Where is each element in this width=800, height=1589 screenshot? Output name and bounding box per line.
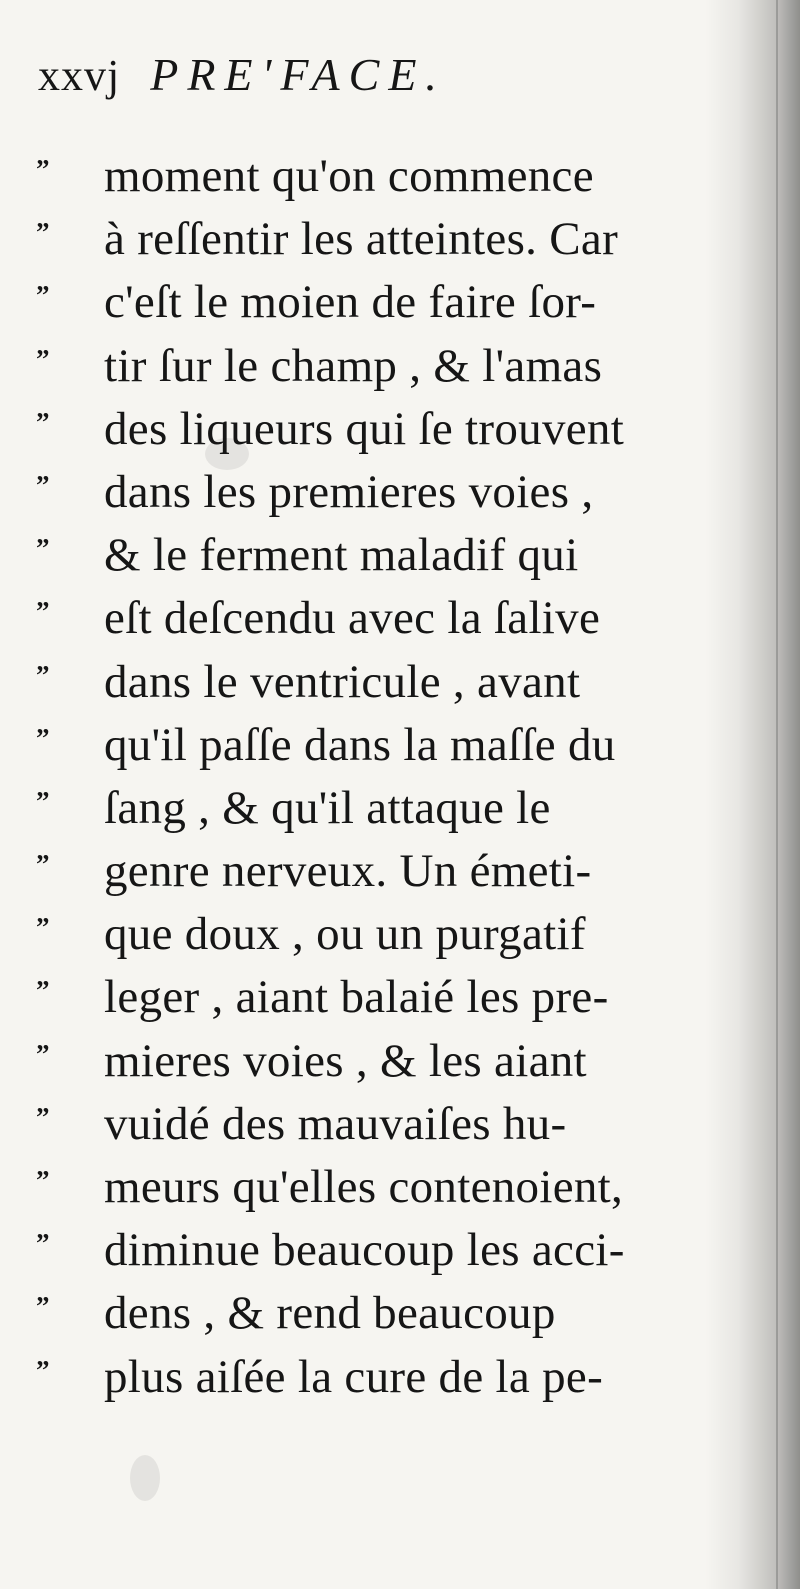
text-line [36,654,736,717]
line-text: dens , & rend beaucoup [104,1287,556,1340]
line-text: & le ferment maladif qui [104,529,579,582]
quotation-mark: ” [36,1228,50,1259]
text-line [36,906,736,969]
quotation-mark: ” [36,469,50,500]
line-text: ſang , & qu'il attaque le [104,781,551,834]
quotation-mark: ” [36,280,50,311]
line-text: diminue beaucoup les acci- [104,1224,625,1277]
quotation-mark: ” [36,722,50,753]
quotation-mark: ” [36,912,50,943]
quotation-mark: ” [36,975,50,1006]
quotation-mark: ” [36,1165,50,1195]
text-line [36,211,736,274]
page-number: xxvj [38,51,121,100]
line-text: eſt deſcendu avec la ſalive [104,592,601,645]
quotation-mark: ” [36,406,50,437]
text-line [36,338,736,401]
text-line [36,527,736,590]
quotation-mark: ” [36,154,50,184]
text-line [36,1349,736,1412]
line-text: des liqueurs qui ſe trouvent [104,402,625,455]
quotation-mark: ” [36,596,50,627]
line-text: plus aiſée la cure de la pe- [104,1350,604,1403]
line-text: mieres voies , & les aiant [104,1034,587,1087]
line-text: tir ſur le champ , & l'amas [104,339,603,392]
line-text: dans le ventricule , avant [104,655,581,708]
running-title: PRE'FACE. [150,49,446,100]
text-line [36,780,736,843]
line-text: c'eſt le moien de faire ſor- [104,276,597,329]
quotation-mark: ” [36,849,50,880]
text-line [36,274,736,337]
text-line [36,464,736,527]
line-text: meurs qu'elles contenoient, [104,1161,624,1213]
text-line [36,1159,736,1222]
quotation-mark: ” [36,785,50,816]
page-edge-line [776,0,778,1589]
text-line [36,717,736,780]
text-line [36,148,736,211]
text-line [36,401,736,464]
line-text: dans les premieres voies , [104,465,594,518]
page-header [38,48,446,118]
quotation-mark: ” [36,1101,50,1132]
line-text: à reſſentir les atteintes. Car [104,213,619,266]
line-text: genre nerveux. Un émeti- [104,845,592,898]
line-text: moment qu'on commence [104,150,594,202]
quotation-mark: ” [36,533,50,564]
line-text: leger , aiant balaié les pre- [104,971,609,1024]
body-text [36,148,736,1412]
text-line [36,1285,736,1348]
quotation-mark: ” [36,343,50,374]
text-line [36,843,736,906]
quotation-mark: ” [36,217,50,248]
line-text: qu'il paſſe dans la maſſe du [104,718,616,771]
text-line [36,1222,736,1285]
quotation-mark: ” [36,1291,50,1322]
text-line [36,969,736,1032]
quotation-mark: ” [36,659,50,690]
ink-smudge [130,1455,160,1501]
text-line [36,1033,736,1096]
quotation-mark: ” [36,1038,50,1069]
text-line [36,590,736,653]
quotation-mark: ” [36,1354,50,1385]
text-line [36,1096,736,1159]
line-text: que doux , ou un purgatif [104,908,586,961]
line-text: vuidé des mauvaiſes hu- [104,1097,567,1150]
